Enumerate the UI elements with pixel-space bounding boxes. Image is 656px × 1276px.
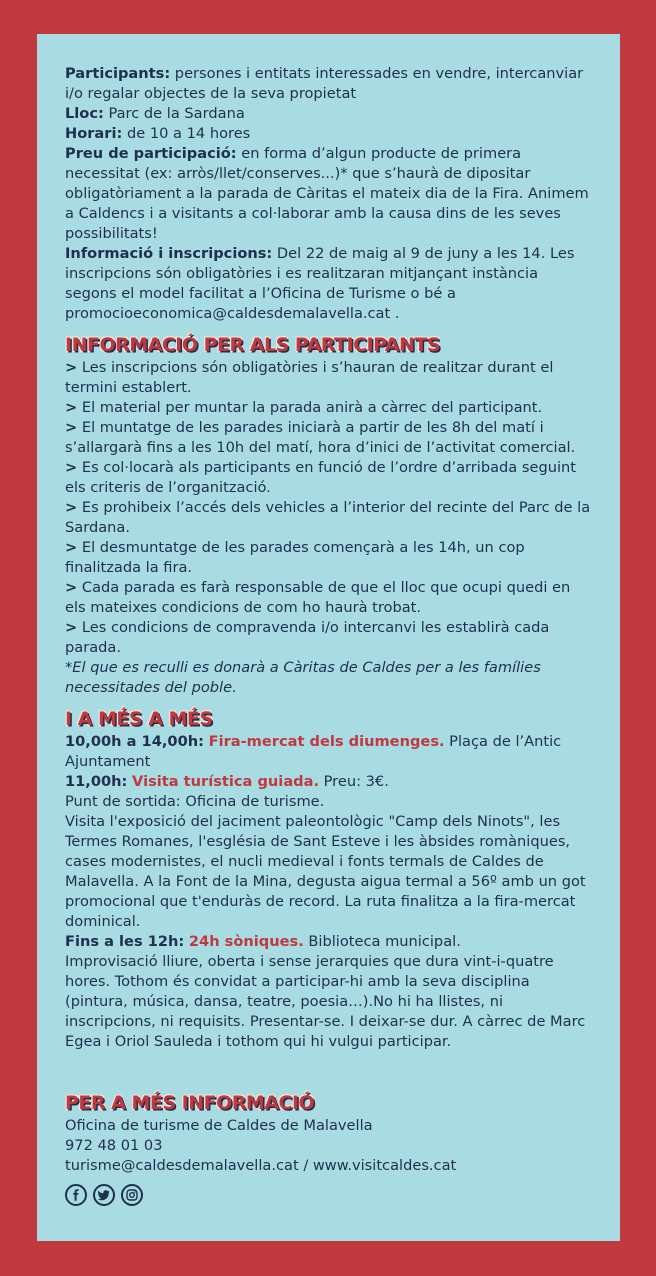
social-links: [65, 1184, 594, 1206]
footnote: *El que es reculli es donarà a Càritas de Caldes per a les famílies necessitades del poble.: [65, 659, 541, 696]
participants-rules-list: [65, 358, 594, 698]
event-sonic-description: Improvisació lliure, oberta i sense jerarquies que dura vint-i-quatre hores. Tothom és convidat a participar-hi amb la seva disciplina (pintura, música, dansa, teatre, poesia…).No hi ha llistes, ni inscripcions, ni requisits. Presentar-se. I deixar-se dur. A càrrec de Marc Egea i Oriol Sauleda i tothom qui hi vulgui participar.: [65, 953, 586, 1050]
list-item: > Es prohibeix l’accés dels vehicles a l’interior del recinte del Parc de la Sardana.: [65, 499, 591, 536]
list-item: > Les inscripcions són obligatòries i s’hauran de realitzar durant el termini establert.: [65, 359, 554, 396]
list-item: > El muntatge de les parades iniciarà a partir de les 8h del matí i s’allargarà fins a les 10h del matí, hora d’inici de l’activitat comercial.: [65, 419, 576, 456]
event-tour: 11,00h: Visita turística guiada. Preu: 3€.: [65, 773, 389, 790]
more-heading: I A MÉS A MÉS: [65, 708, 213, 730]
contact-heading: PER A MÉS INFORMACIÓ: [65, 1092, 315, 1114]
list-item: > Cada parada es farà responsable de que el lloc que ocupi quedi en els mateixes condicions de com ho haurà trobat.: [65, 579, 571, 616]
participants-line: Participants: persones i entitats interessades en vendre, intercanviar i/o regalar objectes de la seva propietat: [65, 65, 584, 102]
list-item: > El material per muntar la parada anirà a càrrec del participant.: [65, 399, 543, 416]
event-market: 10,00h a 14,00h: Fira-mercat dels diumenges. Plaça de l’Antic Ajuntament: [65, 733, 562, 770]
facebook-icon[interactable]: [65, 1184, 87, 1206]
preu-line: Preu de participació: en forma d’algun producte de primera necessitat (ex: arròs/llet/conserves...)* que s’haurà de dipositar obligatòriament a la parada de Càritas el mateix dia de la Fira. Animem a Caldencs i a visitants a col·laborar amb la causa dins de les seves possibilitats!: [65, 145, 589, 242]
info-line: Informació i inscripcions: Del 22 de maig al 9 de juny a les 14. Les inscripcions són obligatòries i es realitzaran mitjançant instància segons el model facilitat a l’Oficina de Turisme o bé a promocioeconomica@caldesdemalavella.cat .: [65, 245, 575, 322]
instagram-icon[interactable]: [121, 1184, 143, 1206]
list-item: > Es col·locarà als participants en funció de l’ordre d’arribada seguint els criteris de l’organització.: [65, 459, 577, 496]
lloc-line: Lloc: Parc de la Sardana: [65, 105, 245, 122]
list-item: > El desmuntatge de les parades començarà a les 14h, un cop finalitzada la fira.: [65, 539, 525, 576]
horari-line: Horari: de 10 a 14 hores: [65, 125, 251, 142]
contact-web[interactable]: turisme@caldesdemalavella.cat / www.visitcaldes.cat: [65, 1157, 457, 1174]
contact-phone: 972 48 01 03: [65, 1137, 163, 1154]
event-sonic: Fins a les 12h: 24h sòniques. Biblioteca municipal.: [65, 933, 461, 950]
list-item: > Les condicions de compravenda i/o intercanvi les establirà cada parada.: [65, 619, 550, 656]
twitter-icon[interactable]: [93, 1184, 115, 1206]
leaflet-panel: [37, 34, 620, 1241]
participants-info-heading: INFORMACIÓ PER ALS PARTICIPANTS: [65, 334, 441, 356]
event-tour-description: Visita l'exposició del jaciment paleontològic "Camp dels Ninots", les Termes Romanes, l'església de Sant Esteve i les àbsides romàniques, cases modernistes, el nucli medieval i fonts termals de Caldes de Malavella. A la Font de la Mina, degusta aigua termal a 56º amb un got promocional que t'enduràs de record. La ruta finalitza a la fira-mercat dominical.: [65, 813, 586, 930]
contact-office: Oficina de turisme de Caldes de Malavella: [65, 1117, 373, 1134]
event-tour-start: Punt de sortida: Oficina de turisme.: [65, 793, 325, 810]
